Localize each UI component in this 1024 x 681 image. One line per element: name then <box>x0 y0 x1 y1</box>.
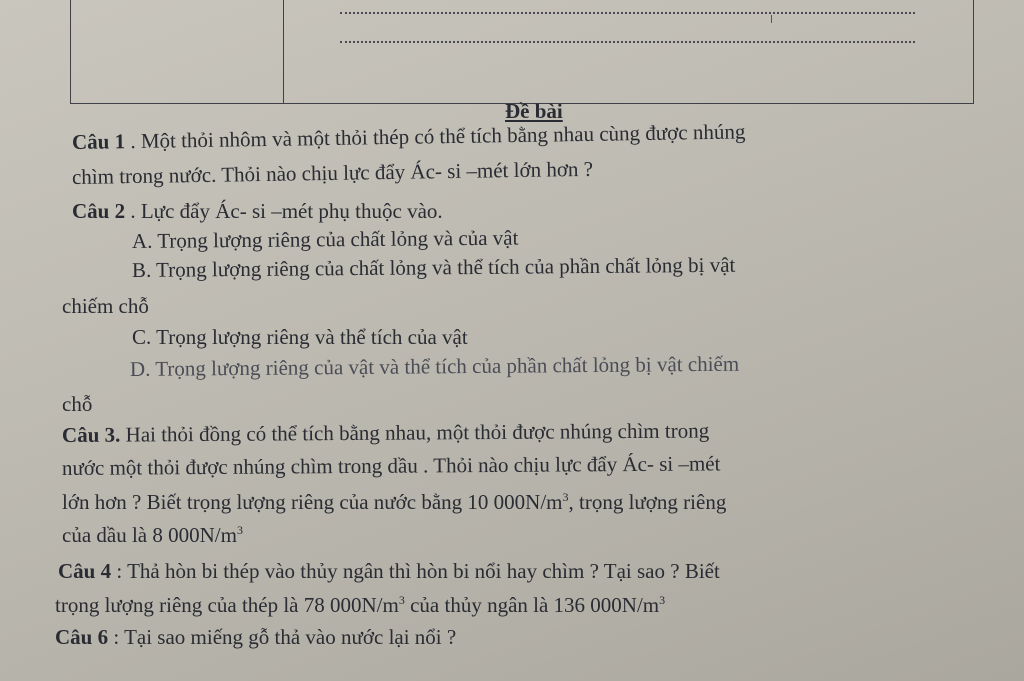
header-divider <box>283 0 284 104</box>
question-text: Hai thỏi đồng có thể tích bằng nhau, một thỏi được nhúng chìm trong <box>120 418 710 447</box>
exponent: 3 <box>398 593 405 607</box>
option-a: A. Trọng lượng riêng của chất lỏng và của vật <box>131 225 519 253</box>
question-text <box>62 491 726 513</box>
question-text-part: , trọng lượng riêng <box>568 490 727 514</box>
section-title: Đề bài <box>505 99 563 123</box>
option-c: C. Trọng lượng riêng và thể tích của vật <box>132 325 468 349</box>
question-text: : Tại sao miếng gỗ thả vào nước lại nổi ? <box>108 625 457 649</box>
option-b-continued: chiếm chỗ <box>62 294 149 318</box>
question-text: . Một thỏi nhôm và một thỏi thép có thể tích bằng nhau cùng được nhúng <box>124 119 746 154</box>
dotted-line <box>340 12 915 14</box>
question-text <box>55 594 665 616</box>
exponent: 3 <box>659 593 666 607</box>
question-label: Câu 4 <box>58 559 112 583</box>
exponent: 3 <box>236 523 243 537</box>
question-text: nước một thỏi được nhúng chìm trong dầu . Thỏi nào chịu lực đẩy Ác- si –mét <box>61 451 721 480</box>
exponent: 3 <box>562 490 569 504</box>
question-label: Câu 6 <box>55 625 109 649</box>
question-text <box>62 524 243 546</box>
question-text-part: lớn hơn ? Biết trọng lượng riêng của nước bằng 10 000N/m <box>62 490 563 514</box>
option-b: B. Trọng lượng riêng của chất lỏng và thể tích của phần chất lỏng bị vật <box>131 252 736 282</box>
question-text-part: của dầu là 8 000N/m <box>62 523 237 547</box>
question-6 <box>55 627 456 648</box>
question-label: Câu 1 <box>71 129 126 154</box>
option-d: D. Trọng lượng riêng của vật và thể tích của phần chất lỏng bị vật chiếm <box>129 351 740 381</box>
question-text-part: trọng lượng riêng của thép là 78 000N/m <box>55 593 399 617</box>
question-4 <box>58 561 720 582</box>
question-label: Câu 3. <box>61 422 121 447</box>
question-1 <box>72 121 746 153</box>
option-d-continued: chỗ <box>62 392 93 416</box>
question-text: chìm trong nước. Thỏi nào chịu lực đẩy Ác- si –mét lớn hơn ? <box>71 156 594 189</box>
question-text: . Lực đẩy Ác- si –mét phụ thuộc vào. <box>125 199 443 223</box>
question-text: : Thả hòn bi thép vào thủy ngân thì hòn bi nổi hay chìm ? Tại sao ? Biết <box>111 559 720 583</box>
question-text-part: của thủy ngân là 136 000N/m <box>404 593 660 617</box>
question-label: Câu 2 <box>72 199 126 223</box>
pen-mark <box>771 15 772 23</box>
question-2 <box>72 201 443 222</box>
dotted-line <box>340 41 915 43</box>
question-3 <box>62 420 709 446</box>
header-table <box>70 0 974 104</box>
